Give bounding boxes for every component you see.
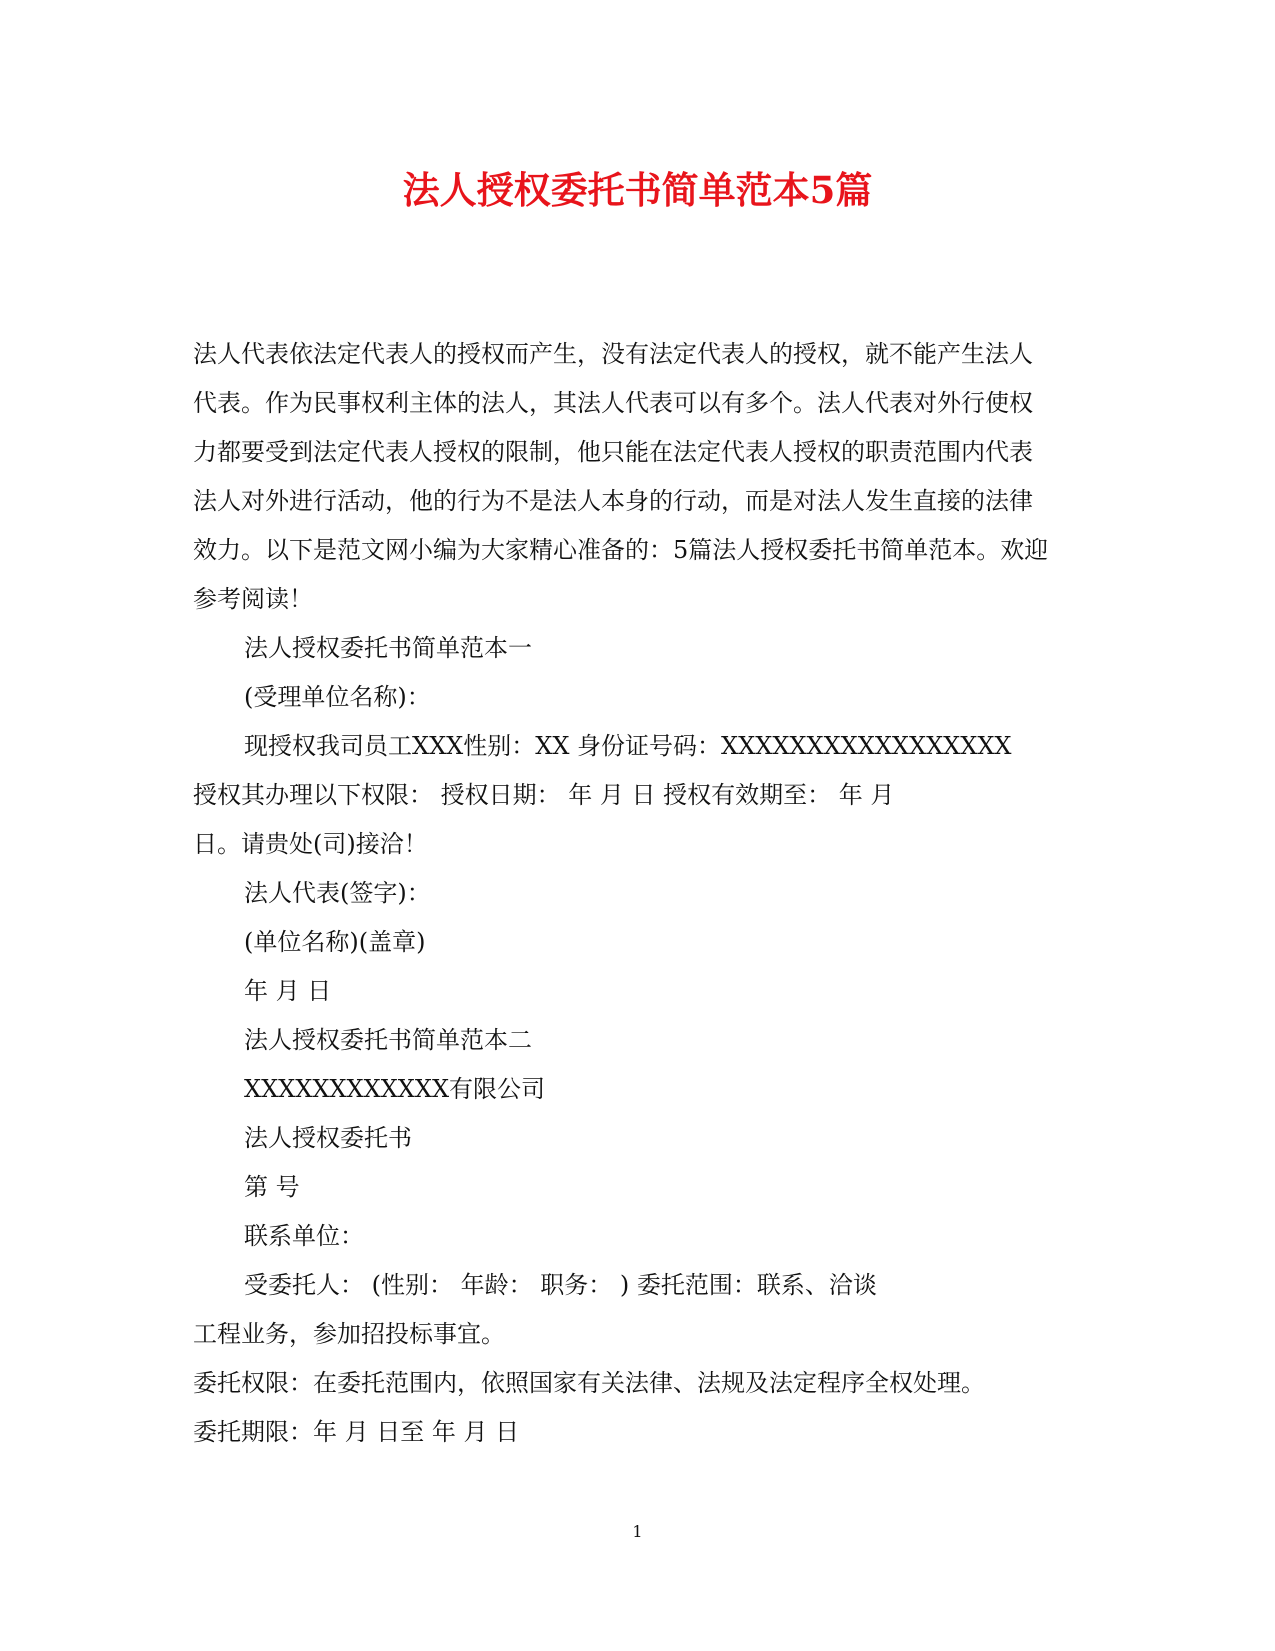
text-line: 法人代表依法定代表人的授权而产生，没有法定代表人的授权，就不能产生法人 [193,340,1033,368]
text-line: 法人授权委托书简单范本二 [244,1026,532,1054]
text-line: 力都要受到法定代表人授权的限制，他只能在法定代表人授权的职责范围内代表 [193,438,1033,466]
text-line: 授权其办理以下权限： 授权日期： 年 月 日 授权有效期至： 年 月 [193,781,895,809]
text-line: 委托权限：在委托范围内，依照国家有关法律、法规及法定程序全权处理。 [193,1369,985,1397]
text-line: 工程业务，参加招投标事宜。 [193,1320,505,1348]
text-line: 日。请贵处(司)接洽！ [193,830,428,858]
text-line: 法人代表(签字)： [244,879,431,907]
text-line: 联系单位： [244,1222,364,1250]
text-line: (受理单位名称)： [244,683,431,711]
document-title: 法人授权委托书简单范本5篇 [402,168,873,212]
text-line: 法人授权委托书简单范本一 [244,634,532,662]
text-line: XXXXXXXXXXXX有限公司 [244,1075,546,1103]
text-line: 委托期限：年 月 日至 年 月 日 [193,1418,520,1446]
text-line: 法人对外进行活动，他的行为不是法人本身的行动，而是对法人发生直接的法律 [193,487,1033,515]
text-line: 法人授权委托书 [244,1124,412,1152]
page-number: 1 [632,1522,643,1541]
document-body [193,330,1093,1457]
text-line: 现授权我司员工XXX性别：XX 身份证号码：XXXXXXXXXXXXXXXXX [244,732,1012,760]
text-line: 第 号 [244,1173,300,1201]
text-line: 受委托人： (性别： 年龄： 职务： ) 委托范围：联系、洽谈 [244,1271,877,1299]
text-line: 效力。以下是范文网小编为大家精心准备的：5篇法人授权委托书简单范本。欢迎 [193,536,1049,564]
text-line: 代表。作为民事权利主体的法人，其法人代表可以有多个。法人代表对外行使权 [193,389,1033,417]
text-line: (单位名称)(盖章) [244,928,426,956]
text-line: 年 月 日 [244,977,332,1005]
text-line: 参考阅读！ [193,585,313,613]
